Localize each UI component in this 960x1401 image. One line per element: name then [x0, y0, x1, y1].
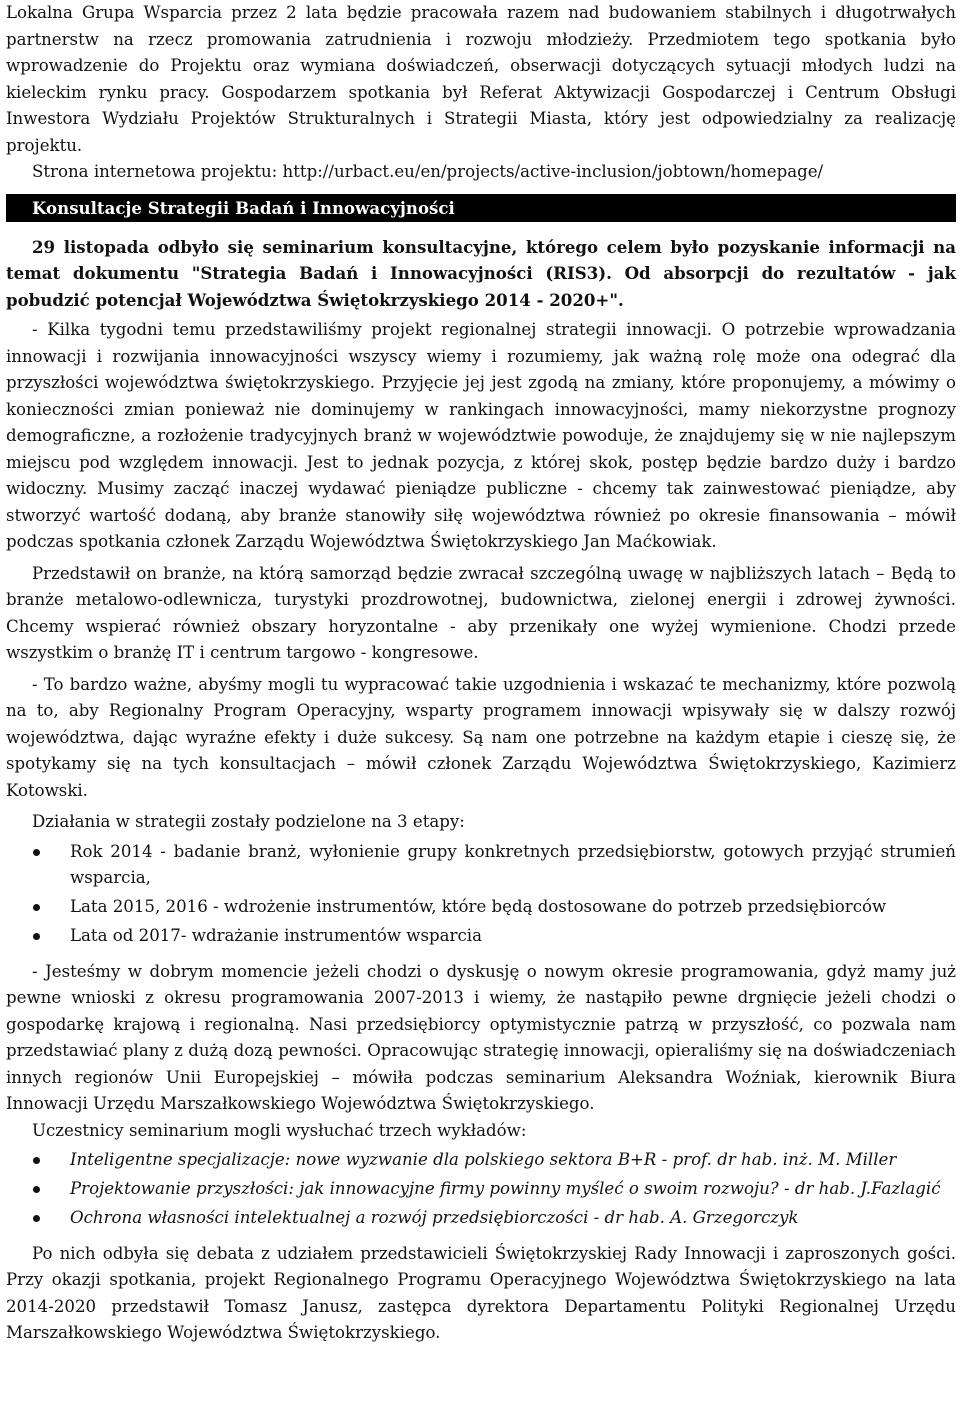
paragraph-rpo: - To bardzo ważne, abyśmy mogli tu wypracować takie uzgodnienia i wskazać te mechanizmy, które pozwolą na to, aby Regionalny Program Operacyjny, wsparty programem innowacji wpisywały się w dalszy rozwój województwa, dając wyraźne efekty i duże sukcesy. Są nam one potrzebne na każdym etapie i cieszę się, że spotykamy się na tych konsultacjach – mówił członek Zarządu Województwa Świętokrzyskiego, Kazimierz Kotowski.	[6, 674, 956, 800]
bullet-icon	[33, 1157, 40, 1164]
list-item: Inteligentne specjalizacje: nowe wyzwanie dla polskiego sektora B+R - prof. dr hab. inż. M. Miller	[6, 1147, 956, 1174]
bullet-icon	[33, 849, 40, 856]
stages-intro: Działania w strategii zostały podzielone na 3 etapy:	[32, 812, 465, 831]
paragraph-industries: Przedstawił on branże, na którą samorząd będzie zwracał szczególną uwagę w najbliższych latach – Będą to branże metalowo-odlewnicza, turystyki prozdrowotnej, budownictwa, zielonej energii i zdrowej żywności. Chcemy wspierać również obszary horyzontalne - aby przenikały one wyżej wymienione. Chodzi przede wszystkim o branżę IT i centrum targowo - kongresowe.	[6, 563, 956, 662]
list-item: Lata 2015, 2016 - wdrożenie instrumentów, które będą dostosowane do potrzeb przedsiębiorców	[6, 894, 956, 921]
stages-list	[6, 839, 956, 950]
list-item: Ochrona własności intelektualnej a rozwój przedsiębiorczości - dr hab. A. Grzegorczyk	[6, 1205, 956, 1232]
list-item: Lata od 2017- wdrażanie instrumentów wsparcia	[6, 923, 956, 950]
intro-paragraph: Lokalna Grupa Wsparcia przez 2 lata będzie pracowała razem nad budowaniem stabilnych i długotrwałych partnerstw na rzecz promowania zatrudnienia i rozwoju młodzieży. Przedmiotem tego spotkania było wprowadzenie do Projektu oraz wymiana doświadczeń, obserwacji dotyczących sytuacji młodych ludzi na kieleckim rynku pracy. Gospodarzem spotkania był Referat Aktywizacji Gospodarczej i Centrum Obsługi Inwestora Wydziału Projektów Strukturalnych i Strategii Miasta, który jest odpowiedzialny za realizację projektu.	[6, 3, 956, 155]
bullet-icon	[33, 933, 40, 940]
list-item: Rok 2014 - badanie branż, wyłonienie grupy konkretnych przedsiębiorstw, gotowych przyjąć strumień wsparcia,	[6, 839, 956, 892]
paragraph-programming: - Jesteśmy w dobrym momencie jeżeli chodzi o dyskusję o nowym okresie programowania, gdyż mamy już pewne wnioski z okresu programowania 2007-2013 i wiemy, że nastąpiło pewne drgnięcie jeżeli chodzi o gospodarkę krajową i regionalną. Nasi przedsiębiorcy optymistycznie patrzą w przyszłość, co pozwala nam przedstawiać plany z dużą dozą pewności. Opracowując strategię innowacji, opieraliśmy się na doświadczeniach innych regionów Unii Europejskiej – mówiła podczas seminarium Aleksandra Woźniak, kierownik Biura Innowacji Urzędu Marszałkowskiego Województwa Świętokrzyskiego.	[6, 961, 956, 1113]
project-website: Strona internetowa projektu: http://urbact.eu/en/projects/active-inclusion/jobtown/homepage/	[32, 162, 824, 181]
bullet-icon	[33, 1215, 40, 1222]
list-item: Projektowanie przyszłości: jak innowacyjne firmy powinny myśleć o swoim rozwoju? - dr hab. J.Fazlagić	[6, 1176, 956, 1203]
bullet-icon	[33, 904, 40, 911]
section-lead: 29 listopada odbyło się seminarium konsultacyjne, którego celem było pozyskanie informacji na temat dokumentu "Strategia Badań i Innowacyjności (RIS3). Od absorpcji do rezultatów - jak pobudzić potencjał Województwa Świętokrzyskiego 2014 - 2020+".	[6, 236, 956, 310]
bullet-icon	[33, 1186, 40, 1193]
section-heading: Konsultacje Strategii Badań i Innowacyjności	[6, 194, 956, 222]
document-page	[6, 0, 956, 1347]
paragraph-strategy: - Kilka tygodni temu przedstawiliśmy projekt regionalnej strategii innowacji. O potrzebie wprowadzania innowacji i rozwijania innowacyjności wszyscy wiemy i rozumiemy, jak ważną rolę może ona odegrać dla przyszłości województwa świętokrzyskiego. Przyjęcie jej jest zgodą na zmiany, które proponujemy, a mówimy o konieczności zmian ponieważ nie dominujemy w rankingach innowacyjności, mamy niekorzystne prognozy demograficzne, a rozłożenie tradycyjnych branż w województwie powoduje, że znajdujemy się w nie najlepszym miejscu pod względem innowacji. Jest to jednak pozycja, z której skok, postęp będzie bardzo duży i bardzo widoczny. Musimy zacząć inaczej wydawać pieniądze publiczne - chcemy tak zainwestować pieniądze, aby stworzyć wartość dodaną, aby branże stanowiły siłę województwa również po okresie finansowania – mówił podczas spotkania członek Zarządu Województwa Świętokrzyskiego Jan Maćkowiak.	[6, 320, 956, 551]
lectures-intro: Uczestnicy seminarium mogli wysłuchać trzech wykładów:	[32, 1120, 527, 1140]
paragraph-debate: Po nich odbyła się debata z udziałem przedstawicieli Świętokrzyskiej Rady Innowacji i zaproszonych gości. Przy okazji spotkania, projekt Regionalnego Programu Operacyjnego Województwa Świętokrzyskiego na lata 2014-2020 przedstawił Tomasz Janusz, zastępca dyrektora Departamentu Polityki Regionalnej Urzędu Marszałkowskiego Województwa Świętokrzyskiego.	[6, 1243, 956, 1342]
lectures-list	[6, 1147, 956, 1232]
